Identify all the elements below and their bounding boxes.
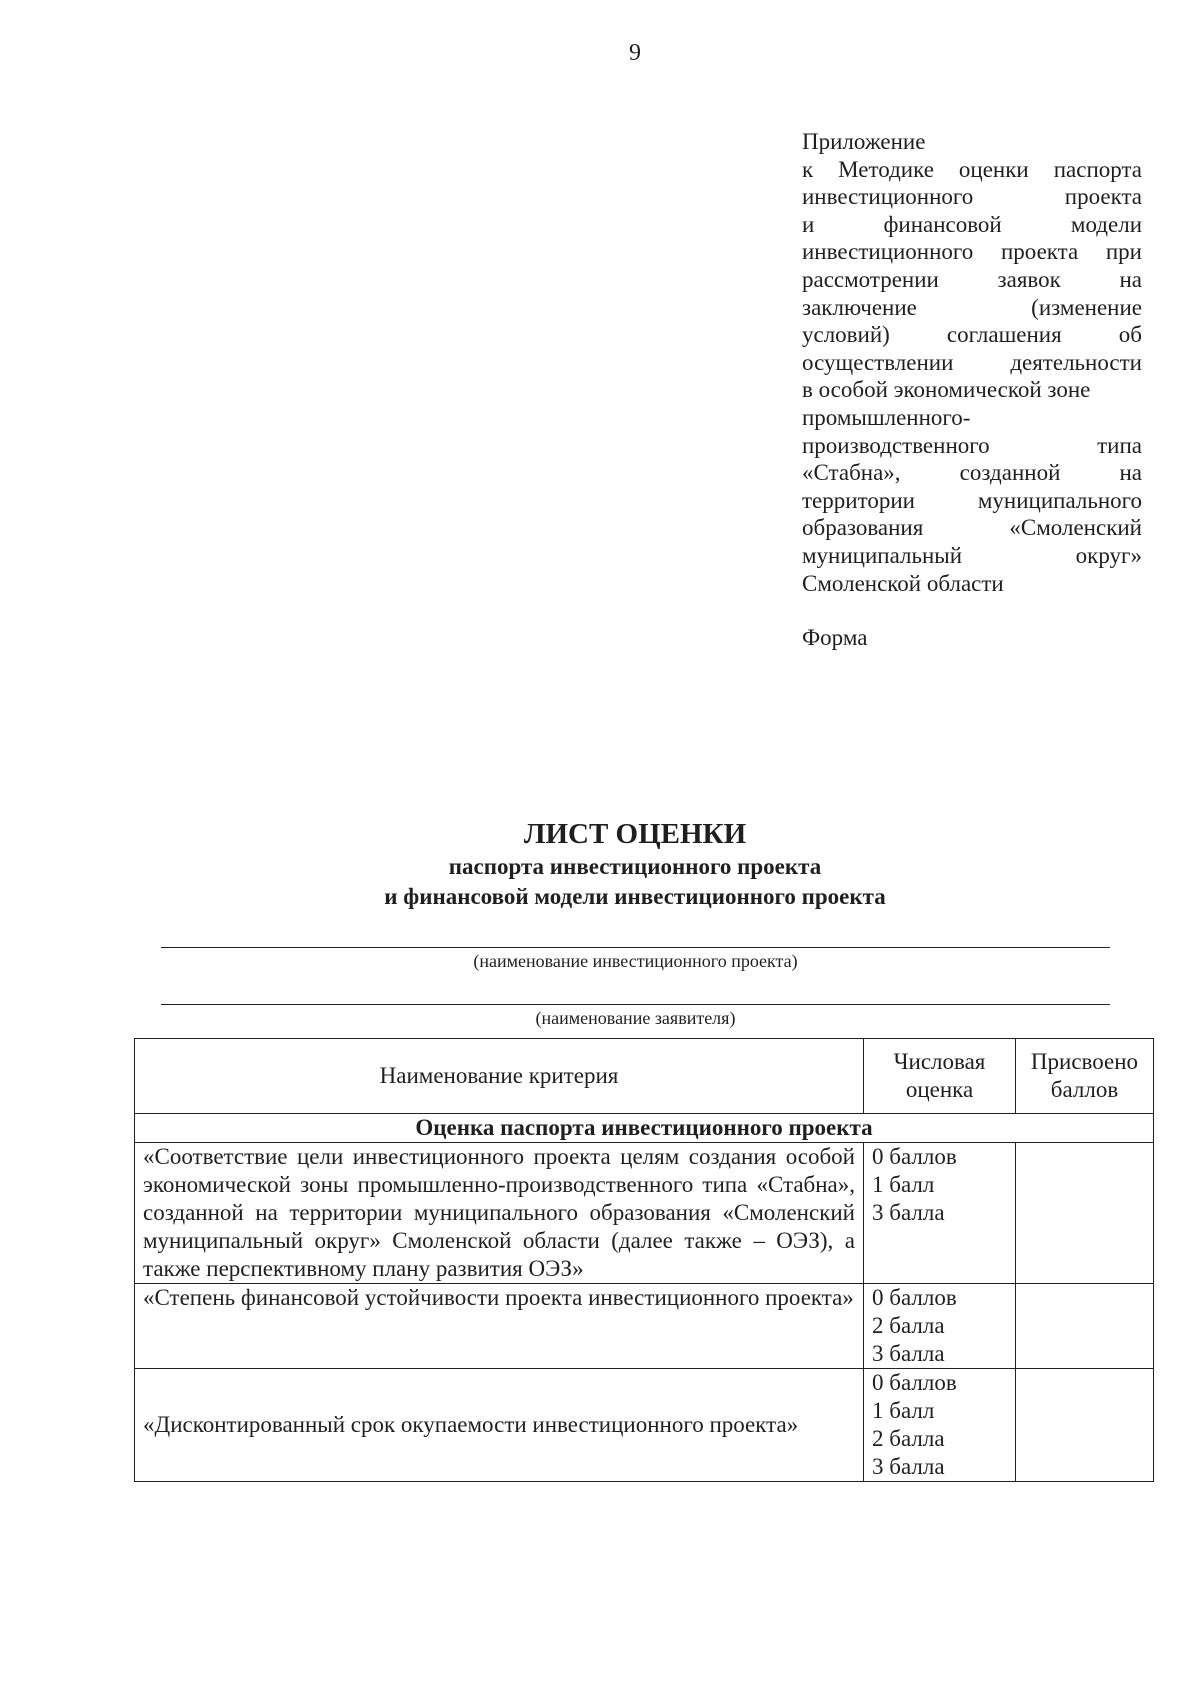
document-title: [0, 816, 1200, 912]
header-numeric-score: Числовая оценка: [864, 1039, 1016, 1114]
header-criterion: Наименование критерия: [135, 1039, 864, 1114]
score-option: 3 балла: [872, 1200, 945, 1225]
project-name-caption: (наименование инвестиционного проекта): [473, 951, 798, 971]
score-options-cell: [864, 1369, 1016, 1482]
score-option: 1 балл: [872, 1172, 935, 1197]
score-option: 0 баллов: [872, 1370, 957, 1395]
applicant-name-blank-line: [161, 1004, 1110, 1005]
form-label: Форма: [802, 625, 868, 651]
header-assigned-points: Присвоено баллов: [1016, 1039, 1154, 1114]
score-option: 3 балла: [872, 1341, 945, 1366]
score-option: 1 балл: [872, 1398, 935, 1423]
appendix-line: инвестиционного проекта при: [802, 239, 1142, 265]
title-main: ЛИСТ ОЦЕНКИ: [523, 818, 747, 850]
appendix-line: муниципальный округ»: [802, 542, 1142, 568]
appendix-line: Смоленской области: [802, 570, 1004, 596]
table-row: [135, 1369, 1154, 1482]
appendix-line: «Стабна», созданной на: [802, 460, 1142, 486]
section-row: [135, 1114, 1154, 1143]
assigned-points-cell[interactable]: [1016, 1284, 1154, 1369]
appendix-line: в особой экономической зоне: [802, 377, 1091, 403]
title-subtitle-2: и финансовой модели инвестиционного проекта: [384, 884, 886, 909]
assigned-points-cell[interactable]: [1016, 1369, 1154, 1482]
section-title: Оценка паспорта инвестиционного проекта: [135, 1114, 1154, 1143]
appendix-line: образования «Смоленский: [802, 515, 1142, 541]
appendix-line: заключение (изменение: [802, 294, 1142, 320]
score-option: 2 балла: [872, 1426, 945, 1451]
criterion-cell: «Степень финансовой устойчивости проекта инвестиционного проекта»: [135, 1284, 864, 1369]
appendix-line: инвестиционного проекта: [802, 184, 1142, 210]
criteria-table: [134, 1038, 1154, 1482]
appendix-note: [802, 128, 1142, 652]
appendix-line: условий) соглашения об: [802, 322, 1142, 348]
appendix-line: Приложение: [802, 129, 926, 154]
page-number: 9: [629, 40, 641, 66]
score-option: 2 балла: [872, 1313, 945, 1338]
title-subtitle-1: паспорта инвестиционного проекта: [448, 854, 822, 879]
score-options-cell: [864, 1143, 1016, 1284]
score-options-cell: [864, 1284, 1016, 1369]
score-option: 0 баллов: [872, 1144, 957, 1169]
appendix-line: территории муниципального: [802, 487, 1142, 513]
applicant-name-caption: (наименование заявителя): [535, 1008, 736, 1028]
appendix-line: промышленного-: [802, 404, 971, 430]
criterion-cell: «Соответствие цели инвестиционного проекта целям создания особой экономической зоны промышленно-производственного типа «Стабна», созданной на территории муниципального образования «Смоленский муниципальный округ» Смоленской области (далее также – ОЭЗ), а также перспективному плану развития ОЭЗ»: [135, 1143, 864, 1284]
appendix-line: рассмотрении заявок на: [802, 266, 1142, 292]
appendix-line: осуществлении деятельности: [802, 349, 1142, 375]
appendix-line: производственного типа: [802, 432, 1142, 458]
criterion-cell: «Дисконтированный срок окупаемости инвестиционного проекта»: [135, 1369, 864, 1482]
project-name-blank-line: [161, 947, 1110, 948]
score-option: 3 балла: [872, 1454, 945, 1479]
appendix-line: и финансовой модели: [802, 211, 1142, 237]
score-option: 0 баллов: [872, 1285, 957, 1310]
table-row: [135, 1143, 1154, 1284]
assigned-points-cell[interactable]: [1016, 1143, 1154, 1284]
appendix-line: к Методике оценки паспорта: [802, 156, 1142, 182]
table-header-row: [135, 1039, 1154, 1114]
table-row: [135, 1284, 1154, 1369]
